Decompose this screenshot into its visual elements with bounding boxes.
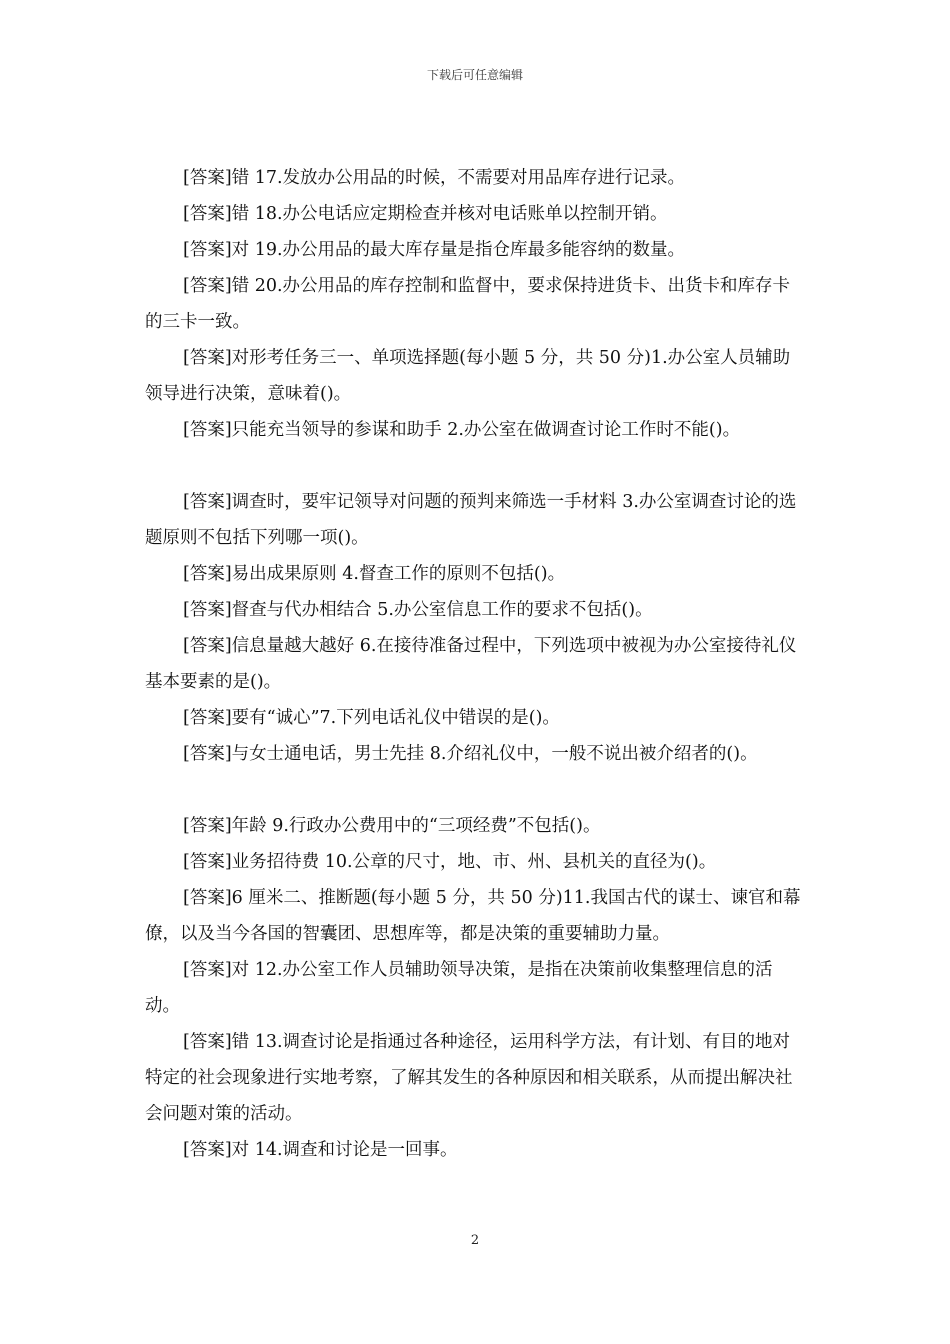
paragraph-gap bbox=[145, 772, 807, 808]
paragraph: [答案]调查时，要牢记领导对问题的预判来筛选一手材料 3.办公室调查讨论的选题原则不包括下列哪一项()。 bbox=[145, 492, 797, 548]
paragraph: [答案]6 厘米二、推断题(每小题 5 分，共 50 分)11.我国古代的谋士、谏官和幕僚，以及当今各国的智囊团、思想库等，都是决策的重要辅助力量。 bbox=[145, 888, 801, 944]
paragraph: [答案]错 13.调查讨论是指通过各种途径，运用科学方法，有计划、有目的地对特定的社会现象进行实地考察，了解其发生的各种原因和相关联系，从而提出解决社会问题对策的活动。 bbox=[145, 1032, 793, 1124]
page-header: 下载后可任意编辑 bbox=[426, 68, 523, 82]
paragraph: [答案]信息量越大越好 6.在接待准备过程中，下列选项中被视为办公室接待礼仪基本要素的是()。 bbox=[145, 636, 797, 692]
paragraph-gap bbox=[145, 448, 807, 484]
paragraph: [答案]只能充当领导的参谋和助手 2.办公室在做调查讨论工作时不能()。 bbox=[183, 420, 741, 440]
paragraph: [答案]与女士通电话，男士先挂 8.介绍礼仪中，一般不说出被介绍者的()。 bbox=[183, 744, 758, 764]
paragraph: [答案]业务招待费 10.公章的尺寸，地、市、州、县机关的直径为()。 bbox=[183, 852, 717, 872]
paragraph: [答案]错 17.发放办公用品的时候，不需要对用品库存进行记录。 bbox=[183, 168, 686, 188]
paragraph: [答案]错 18.办公电话应定期检查并核对电话账单以控制开销。 bbox=[183, 204, 668, 224]
document-body bbox=[145, 160, 807, 1168]
paragraph: [答案]对 12.办公室工作人员辅助领导决策，是指在决策前收集整理信息的活动。 bbox=[145, 960, 773, 1016]
paragraph: [答案]易出成果原则 4.督查工作的原则不包括()。 bbox=[183, 564, 566, 584]
paragraph: [答案]对 14.调查和讨论是一回事。 bbox=[183, 1140, 458, 1160]
paragraph: [答案]对 19.办公用品的最大库存量是指仓库最多能容纳的数量。 bbox=[183, 240, 686, 260]
paragraph: [答案]对形考任务三一、单项选择题(每小题 5 分，共 50 分)1.办公室人员辅助领导进行决策，意味着()。 bbox=[145, 348, 791, 404]
paragraph: [答案]错 20.办公用品的库存控制和监督中，要求保持进货卡、出货卡和库存卡的三卡一致。 bbox=[145, 276, 791, 332]
page-number: 2 bbox=[470, 1233, 480, 1248]
paragraph: [答案]要有“诚心”7.下列电话礼仪中错误的是()。 bbox=[183, 708, 560, 728]
paragraph: [答案]督查与代办相结合 5.办公室信息工作的要求不包括()。 bbox=[183, 600, 653, 620]
paragraph: [答案]年龄 9.行政办公费用中的“三项经费”不包括()。 bbox=[183, 816, 601, 836]
